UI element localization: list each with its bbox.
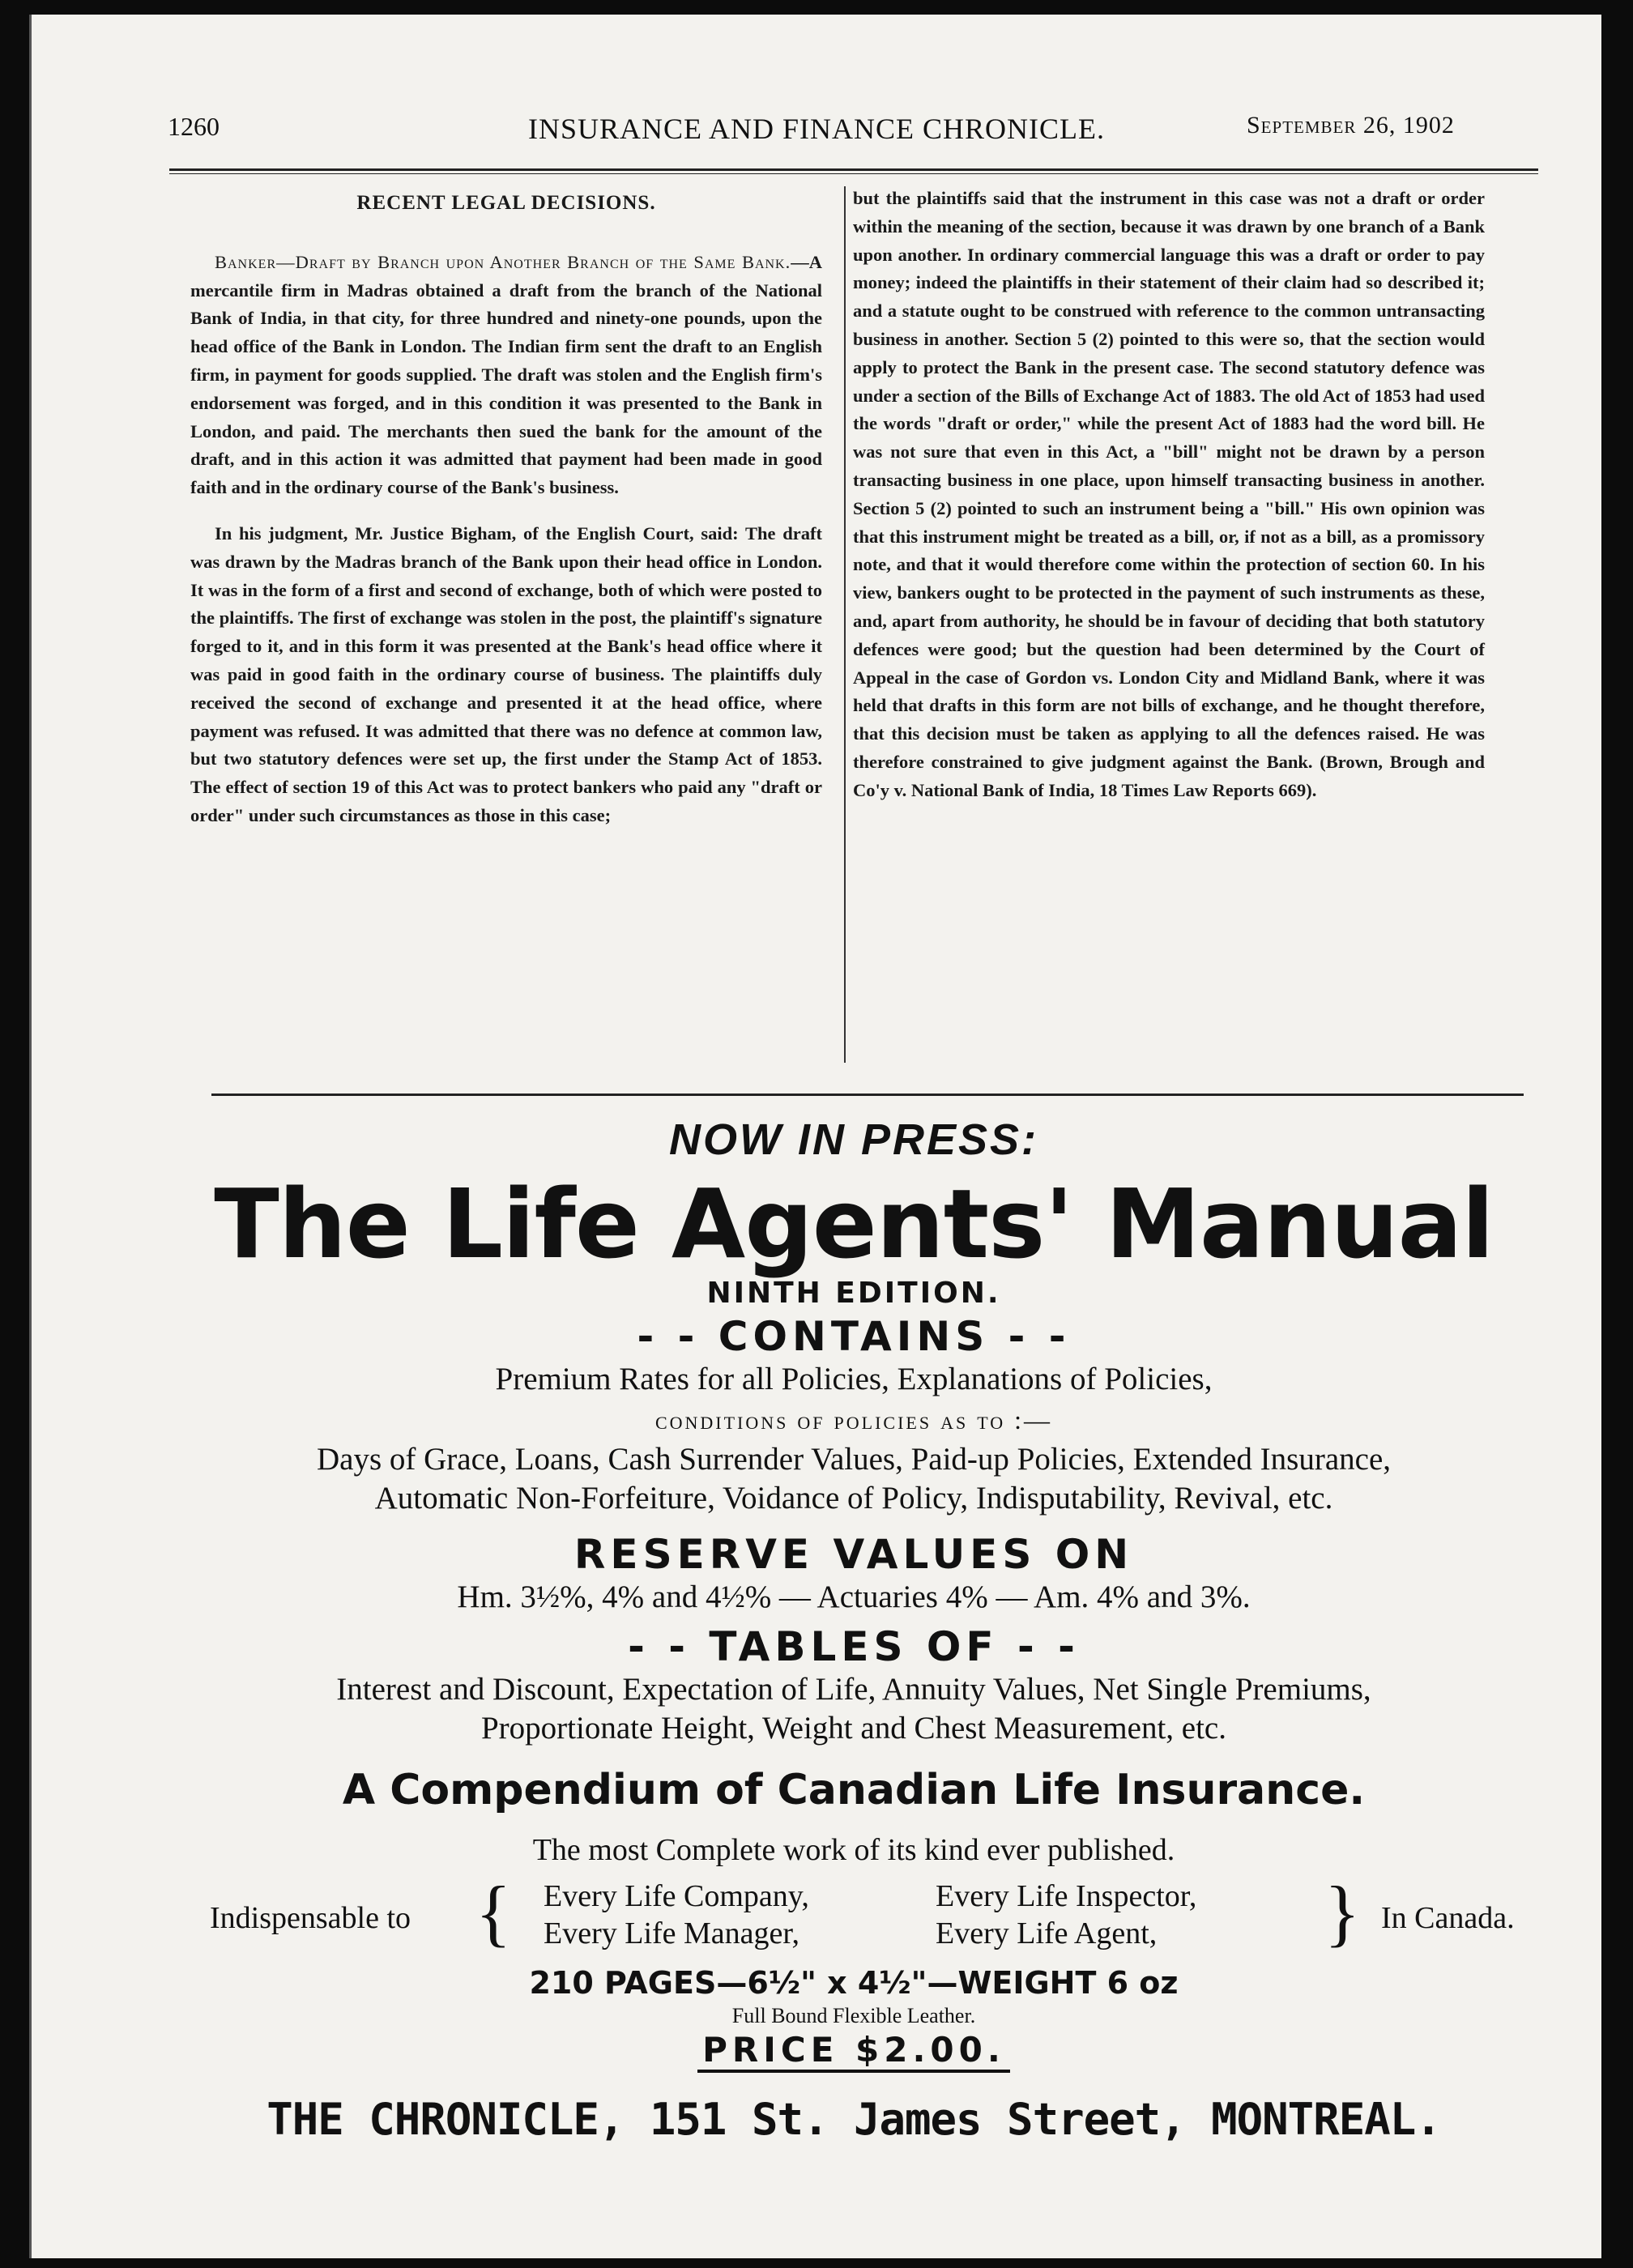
audience-column-1 bbox=[544, 1878, 809, 1952]
audience-item: Every Life Company, bbox=[544, 1879, 809, 1913]
premium-line: Premium Rates for all Policies, Explanations of Policies, bbox=[495, 1362, 1213, 1396]
article-column-left bbox=[190, 181, 822, 830]
article-lead: Banker—Draft by Branch upon Another Branch of the Same Bank. bbox=[215, 251, 791, 272]
conditions-line: conditions of policies as to :— bbox=[654, 1405, 1053, 1435]
publisher-address: THE CHRONICLE, 151 St. James Street, MONTREAL. bbox=[266, 2094, 1441, 2145]
article-paragraph: but the plaintiffs said that the instrument in this case was not a draft or order within the meaning of the section, because it was drawn by one branch of a Bank upon another. In ordinary commercial language this was a draft or order to pay money; indeed the plaintiffs in their statement of their claim had so described it; and a statute ought to be construed with reference to the common untransacting business in another. Section 5 (2) pointed to this were so, that the section would apply to protect the Bank in the present case. The second statutory defence was under a section of the Bills of Exchange Act of 1883. The old Act of 1853 had used the words "draft or order," while the present Act of 1883 had the word bill. He was not sure that even in this Act, a "bill" might not be drawn by a person transacting business in one place, upon himself transacting business in another. Section 5 (2) pointed to such an instrument being a "bill." His own opinion was that this instrument might be treated as a bill, or, if not as a bill, as a promissory note, and that it would therefore come within the protection of section 60. In his view, bankers ought to be protected in the payment of such instruments as these, and, apart from authority, he should be in favour of deciding that both statutory defences were good; but the question had been determined by the Court of Appeal in the case of Gordon vs. London City and Midland Bank, where it was held that drafts in this form are not bills of exchange, and he thought therefore, that this decision must be taken as applying to all the defences raised. He was therefore constrained to give judgment against the Bank. (Brown, Brough and Co'y v. National Bank of India, 18 Times Law Reports 669). bbox=[853, 188, 1485, 800]
in-canada-label: In Canada. bbox=[1381, 1901, 1515, 1935]
publication-title: INSURANCE AND FINANCE CHRONICLE. bbox=[527, 113, 1106, 145]
page-number: 1260 bbox=[168, 112, 220, 141]
column-divider bbox=[844, 186, 846, 1063]
reserve-line: Hm. 3½%, 4% and 4½% — Actuaries 4% — Am. 4% and 3%. bbox=[457, 1580, 1251, 1614]
newspaper-page bbox=[29, 15, 1601, 2258]
now-in-press: NOW IN PRESS: bbox=[668, 1115, 1039, 1164]
price-label: PRICE $2.00. bbox=[697, 2030, 1010, 2073]
binding-line: Full Bound Flexible Leather. bbox=[731, 2004, 976, 2027]
article-paragraph: Banker—Draft by Branch upon Another Branch of the Same Bank.—A mercantile firm in Madras obtained a draft from the branch of the National Bank of India, in that city, for three hundred and ninety-one pounds, upon the head office of the Bank in London. The Indian firm sent the draft to an English firm, in payment for goods supplied. The draft was stolen and the English firm's endorsement was forged, and in this condition it was presented to the Bank in London, and paid. The merchants then sued the bank for the amount of the draft, and in this action it was admitted that payment had been made in good faith and in the ordinary course of the Bank's business. bbox=[190, 251, 822, 498]
header-rule bbox=[169, 168, 1538, 171]
contains-heading: - - CONTAINS - - bbox=[637, 1313, 1071, 1360]
tables-heading: - - TABLES OF - - bbox=[628, 1623, 1080, 1670]
article-paragraph: In his judgment, Mr. Justice Bigham, of the English Court, said: The draft was drawn by the Madras branch of the Bank upon their head office in London. It was in the form of a first and second of exchange, both of which were posted to the plaintiffs. The first of exchange was stolen in the post, the plaintiff's signature forged to it, and in this form it was presented at the Bank's head office where it was paid in good faith in the ordinary course of business. The plaintiffs duly received the second of exchange and presented it at the head office, where payment was refused. It was admitted that there was no defence at common law, but two statutory defences were set up, the first under the Stamp Act of 1853. The effect of section 19 of this Act was to protect bankers who paid any "draft or order" under such circumstances as those in this case; bbox=[190, 522, 822, 825]
page-header bbox=[32, 0, 1601, 145]
reserve-heading: RESERVE VALUES ON bbox=[573, 1531, 1134, 1578]
header-rule-thin bbox=[169, 173, 1538, 174]
compendium-line: A Compendium of Canadian Life Insurance. bbox=[342, 1766, 1366, 1814]
article-title: RECENT LEGAL DECISIONS. bbox=[356, 192, 656, 214]
indispensable-label: Indispensable to bbox=[210, 1901, 411, 1935]
most-complete-line: The most Complete work of its kind ever published. bbox=[532, 1833, 1175, 1867]
manual-title: The Life Agents' Manual bbox=[214, 1168, 1494, 1280]
audience-column-2 bbox=[936, 1878, 1196, 1952]
article-column-right bbox=[853, 185, 1485, 805]
edition-label: NINTH EDITION. bbox=[706, 1277, 1001, 1310]
indispensable-block bbox=[169, 1871, 1538, 1967]
audience-item: Every Life Inspector, bbox=[936, 1879, 1197, 1913]
right-brace: } bbox=[1324, 1871, 1361, 1954]
days-line-2: Automatic Non-Forfeiture, Voidance of Policy, Indisputability, Revival, etc. bbox=[374, 1481, 1333, 1516]
advertisement bbox=[169, 1115, 1538, 2145]
audience-item: Every Life Manager, bbox=[544, 1916, 800, 1950]
issue-date: September 26, 1902 bbox=[1247, 112, 1455, 139]
tables-line-2: Proportionate Height, Weight and Chest Measurement, etc. bbox=[480, 1711, 1226, 1746]
advertisement-rule bbox=[211, 1094, 1524, 1096]
pages-line: 210 PAGES—6½" x 4½"—WEIGHT 6 oz bbox=[529, 1965, 1179, 2001]
audience-item: Every Life Agent, bbox=[936, 1916, 1158, 1950]
left-brace: { bbox=[475, 1871, 512, 1954]
tables-line-1: Interest and Discount, Expectation of Life, Annuity Values, Net Single Premiums, bbox=[336, 1672, 1371, 1707]
days-line-1: Days of Grace, Loans, Cash Surrender Values, Paid-up Policies, Extended Insurance, bbox=[317, 1442, 1391, 1477]
